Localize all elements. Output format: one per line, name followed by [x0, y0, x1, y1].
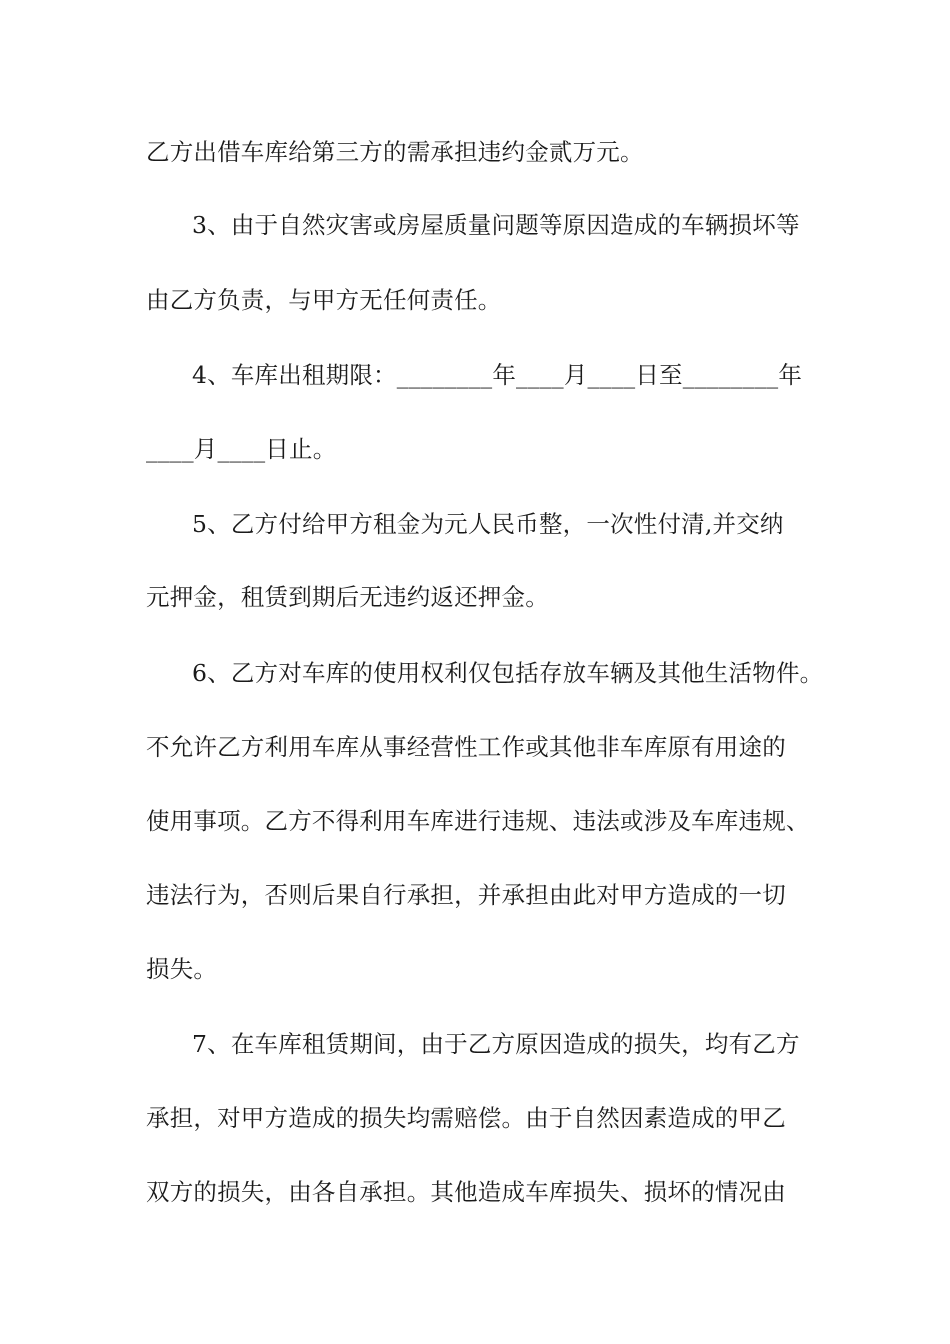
clause-6-line-3: 使用事项。乙方不得利用车库进行违规、违法或涉及车库违规、: [146, 807, 810, 835]
clause-7-line-2: 承担，对甲方造成的损失均需赔偿。由于自然因素造成的甲乙: [146, 1104, 786, 1132]
clause-4-line-2: ____月____日止。: [146, 435, 337, 463]
clause-6-line-4: 违法行为，否则后果自行承担，并承担由此对甲方造成的一切: [146, 881, 786, 909]
clause-4-line-1: 4、车库出租期限：________年____月____日至________年: [192, 361, 803, 389]
clause-5-line-1: 5、乙方付给甲方租金为元人民币整，一次性付清,并交纳: [192, 510, 784, 538]
clause-5-line-2: 元押金，租赁到期后无违约返还押金。: [146, 583, 549, 611]
clause-7-line-1: 7、在车库租赁期间，由于乙方原因造成的损失，均有乙方: [192, 1030, 800, 1058]
clause-6-line-5: 损失。: [146, 955, 218, 983]
clause-6-line-1: 6、乙方对车库的使用权利仅包括存放车辆及其他生活物件。: [192, 659, 824, 687]
text-line: 乙方出借车库给第三方的需承担违约金贰万元。: [146, 138, 644, 166]
clause-3-line-1: 3、由于自然灾害或房屋质量问题等原因造成的车辆损坏等: [192, 211, 800, 239]
clause-6-line-2: 不允许乙方利用车库从事经营性工作或其他非车库原有用途的: [146, 733, 786, 761]
clause-7-line-3: 双方的损失，由各自承担。其他造成车库损失、损坏的情况由: [146, 1178, 786, 1206]
clause-3-line-2: 由乙方负责，与甲方无任何责任。: [146, 286, 502, 314]
